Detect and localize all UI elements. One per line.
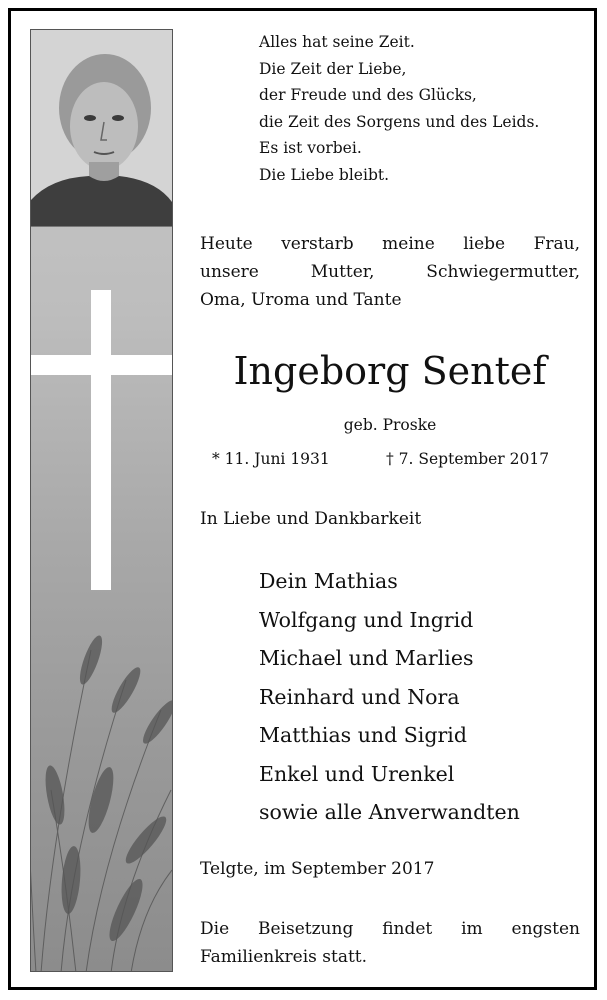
place-date: Telgte, im September 2017 xyxy=(200,859,435,879)
wheat-field xyxy=(31,590,172,972)
cross-horizontal xyxy=(31,355,172,375)
death-date: † 7. September 2017 xyxy=(386,450,550,468)
funeral-notice xyxy=(200,915,580,971)
poem-line: Es ist vorbei. xyxy=(259,139,362,157)
mourner: Michael und Marlies xyxy=(259,646,474,670)
poem-line: Die Liebe bleibt. xyxy=(259,165,390,184)
portrait-drawing xyxy=(31,30,172,226)
announcement-line: unsere Mutter, Schwiegermutter, xyxy=(200,262,580,282)
mourner: Matthias und Sigrid xyxy=(259,723,467,747)
cross-vertical xyxy=(91,290,111,590)
mourner: Wolfgang und Ingrid xyxy=(259,607,474,632)
announcement xyxy=(200,230,580,314)
poem-line: Alles hat seine Zeit. xyxy=(259,33,415,51)
deceased-name: Ingeborg Sentef xyxy=(233,349,547,393)
funeral-line: Die Beisetzung findet im engsten xyxy=(200,919,580,939)
poem xyxy=(259,29,589,188)
poem-line: der Freude und des Glücks, xyxy=(259,86,477,104)
birth-date: * 11. Juni 1931 xyxy=(212,450,330,468)
announcement-line: Oma, Uroma und Tante xyxy=(200,290,402,310)
gratitude-line: In Liebe und Dankbarkeit xyxy=(200,509,422,529)
portrait-photo xyxy=(31,30,172,227)
poem-line: die Zeit des Sorgens und des Leids. xyxy=(259,112,540,131)
mourner: Enkel und Urenkel xyxy=(259,761,455,786)
poem-line: Die Zeit der Liebe, xyxy=(259,59,407,78)
mourner: Reinhard und Nora xyxy=(259,684,460,709)
mourner: Dein Mathias xyxy=(259,569,398,593)
image-column xyxy=(30,29,173,972)
funeral-line: Familienkreis statt. xyxy=(200,947,368,967)
mourner: sowie alle Anverwandten xyxy=(259,800,520,824)
announcement-line: Heute verstarb meine liebe Frau, xyxy=(200,234,580,254)
mourners-list xyxy=(259,562,589,832)
maiden-name: geb. Proske xyxy=(343,416,437,434)
